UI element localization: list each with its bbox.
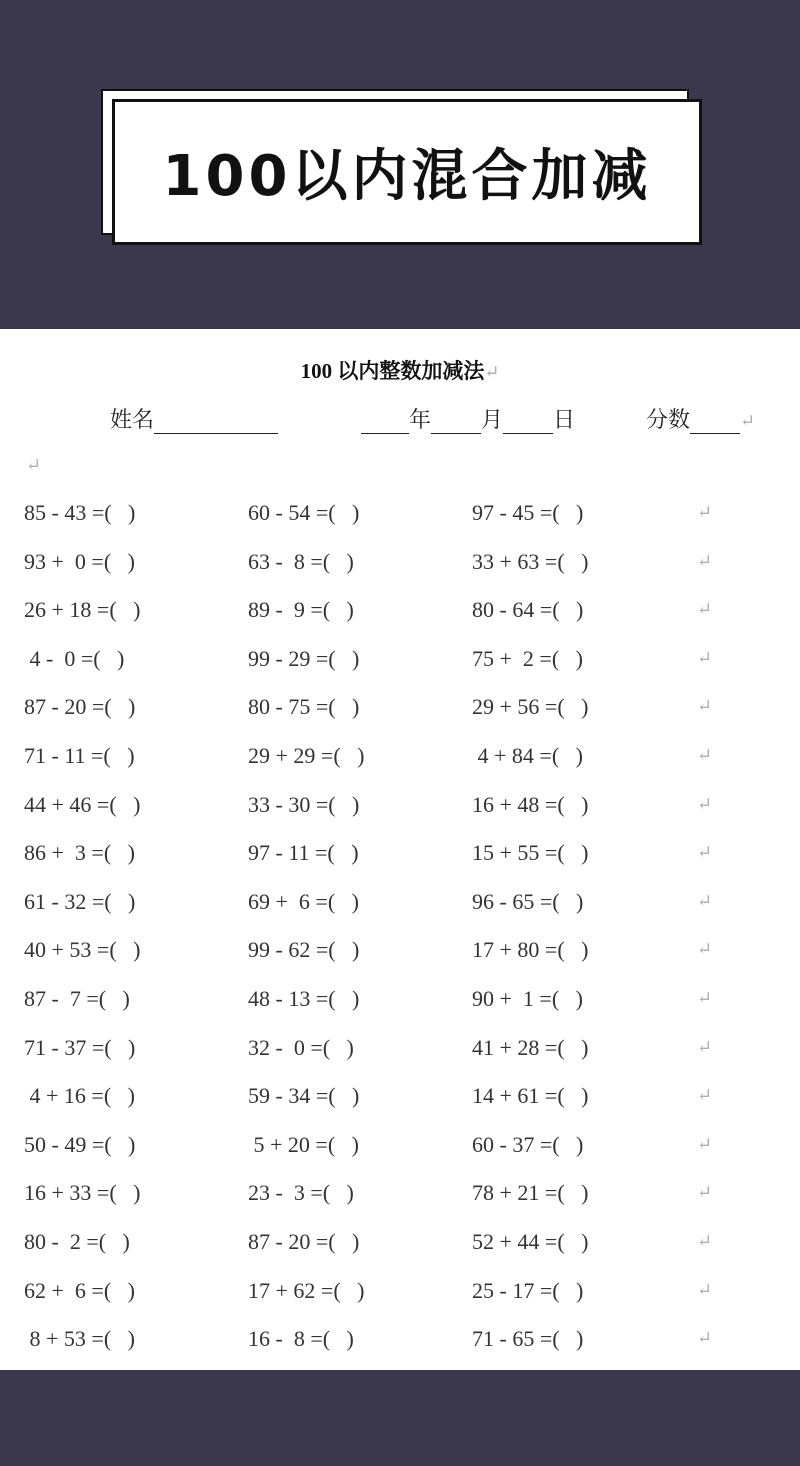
problem-cell: 16 + 33 =( ) [24,1180,141,1206]
problem-cell: 87 - 20 =( ) [248,1229,360,1254]
problem-row [0,1326,800,1366]
problem-row [0,1180,800,1220]
problem-row [0,889,800,929]
problem-cell: 63 - 8 =( ) [248,548,354,574]
problem-cell: 99 - 62 =( ) [248,937,360,963]
problem-cell: 33 - 30 =( ) [248,791,360,817]
day-blank [503,411,553,434]
problem-cell: 14 + 61 =( ) [472,1083,589,1109]
year-blank [361,411,409,434]
problem-cell: 48 - 13 =( ) [248,986,360,1011]
problem-cell: 52 + 44 =( ) [472,1229,589,1254]
problem-row [0,500,800,540]
return-mark-icon: ↵ [697,745,713,765]
problem-cell: 23 - 3 =( ) [248,1180,354,1206]
score-label: 分数 [646,407,691,432]
problem-cell: 71 - 11 =( ) [24,743,135,768]
return-mark-icon: ↵ [484,362,500,382]
problem-cell: 5 + 20 =( ) [248,1131,359,1157]
return-mark-icon: ↵ [697,793,713,814]
problem-cell: 80 - 75 =( ) [248,694,360,720]
problem-cell: 80 - 64 =( ) [472,597,584,623]
banner-title: 100以内混合加减 [162,144,652,209]
problem-cell: 87 - 7 =( ) [24,986,130,1011]
name-field [110,403,278,434]
problem-row [0,1278,800,1318]
problem-cell: 29 + 56 =( ) [472,694,589,720]
return-mark-icon: ↵ [697,1279,713,1300]
problem-row [0,646,800,686]
problem-cell: 75 + 2 =( ) [472,645,583,671]
problem-cell: 61 - 32 =( ) [24,888,136,914]
return-mark-icon: ↵ [697,842,713,863]
month-blank [431,411,481,434]
return-mark-icon: ↵ [697,1182,713,1203]
problem-cell: 62 + 6 =( ) [24,1277,135,1303]
problem-cell: 86 + 3 =( ) [24,840,135,866]
problem-cell: 41 + 28 =( ) [472,1034,589,1060]
worksheet-title-text: 100 以内整数加减法 [300,359,485,383]
score-blank [690,411,740,434]
return-mark-icon: ↵ [26,455,42,475]
return-mark-icon: ↵ [697,502,713,522]
title-banner [112,99,702,245]
problem-cell: 40 + 53 =( ) [24,937,141,963]
problem-row [0,694,800,734]
problem-row [0,743,800,783]
problem-row [0,1132,800,1172]
return-mark-icon: ↵ [697,1085,713,1106]
problem-cell: 33 + 63 =( ) [472,548,589,574]
problem-cell: 78 + 21 =( ) [472,1180,589,1206]
problem-cell: 97 - 11 =( ) [248,840,359,866]
return-mark-icon: ↵ [697,599,713,620]
problem-cell: 96 - 65 =( ) [472,888,584,914]
problem-row [0,986,800,1026]
problem-cell: 60 - 54 =( ) [248,500,360,525]
problem-cell: 85 - 43 =( ) [24,500,136,525]
return-mark-icon: ↵ [697,550,713,571]
return-mark-icon: ↵ [697,890,713,911]
return-mark-icon: ↵ [697,1036,713,1057]
bottom-background [0,1370,800,1466]
problem-cell: 16 + 48 =( ) [472,791,589,817]
return-mark-icon: ↵ [697,939,713,960]
problem-cell: 44 + 46 =( ) [24,791,141,817]
problem-row [0,840,800,880]
problem-cell: 29 + 29 =( ) [248,743,365,768]
problem-cell: 32 - 0 =( ) [248,1034,354,1060]
problem-cell: 59 - 34 =( ) [248,1083,360,1109]
problem-cell: 15 + 55 =( ) [472,840,589,866]
problem-cell: 87 - 20 =( ) [24,694,136,720]
problem-row [0,792,800,832]
score-field [646,403,755,434]
worksheet-page [0,329,800,1370]
return-mark-icon: ↵ [697,1231,713,1251]
name-blank [154,411,278,434]
student-info-row [0,403,800,433]
problem-cell: 50 - 49 =( ) [24,1131,136,1157]
date-field [361,403,575,434]
problem-row [0,549,800,589]
problem-cell: 71 - 37 =( ) [24,1034,136,1060]
return-mark-icon: ↵ [697,647,713,668]
return-mark-icon: ↵ [697,696,713,717]
return-mark-icon: ↵ [697,1328,713,1349]
problem-cell: 25 - 17 =( ) [472,1277,584,1303]
worksheet-title [0,355,800,385]
name-label: 姓名 [110,407,155,432]
problem-cell: 71 - 65 =( ) [472,1326,584,1352]
problem-cell: 4 - 0 =( ) [24,645,125,671]
problem-cell: 99 - 29 =( ) [248,645,360,671]
problem-row [0,1083,800,1123]
problem-row [0,1229,800,1269]
return-mark-icon: ↵ [697,988,713,1008]
problem-cell: 90 + 1 =( ) [472,986,583,1011]
problem-row [0,1035,800,1075]
problem-cell: 93 + 0 =( ) [24,548,135,574]
problem-row [0,597,800,637]
problem-row [0,937,800,977]
problem-cell: 16 - 8 =( ) [248,1326,354,1352]
problem-cell: 4 + 16 =( ) [24,1083,135,1109]
problem-cell: 4 + 84 =( ) [472,743,583,768]
problem-cell: 17 + 80 =( ) [472,937,589,963]
problem-cell: 80 - 2 =( ) [24,1229,130,1254]
problem-cell: 60 - 37 =( ) [472,1131,584,1157]
problem-cell: 17 + 62 =( ) [248,1277,365,1303]
problem-cell: 69 + 6 =( ) [248,888,359,914]
month-label: 月 [481,407,504,432]
problem-cell: 97 - 45 =( ) [472,500,584,525]
year-label: 年 [409,407,432,432]
return-mark-icon: ↵ [697,1133,713,1154]
problem-cell: 89 - 9 =( ) [248,597,354,623]
problem-cell: 8 + 53 =( ) [24,1326,135,1352]
problem-cell: 26 + 18 =( ) [24,597,141,623]
day-label: 日 [553,407,576,432]
return-mark-icon: ↵ [740,411,756,431]
